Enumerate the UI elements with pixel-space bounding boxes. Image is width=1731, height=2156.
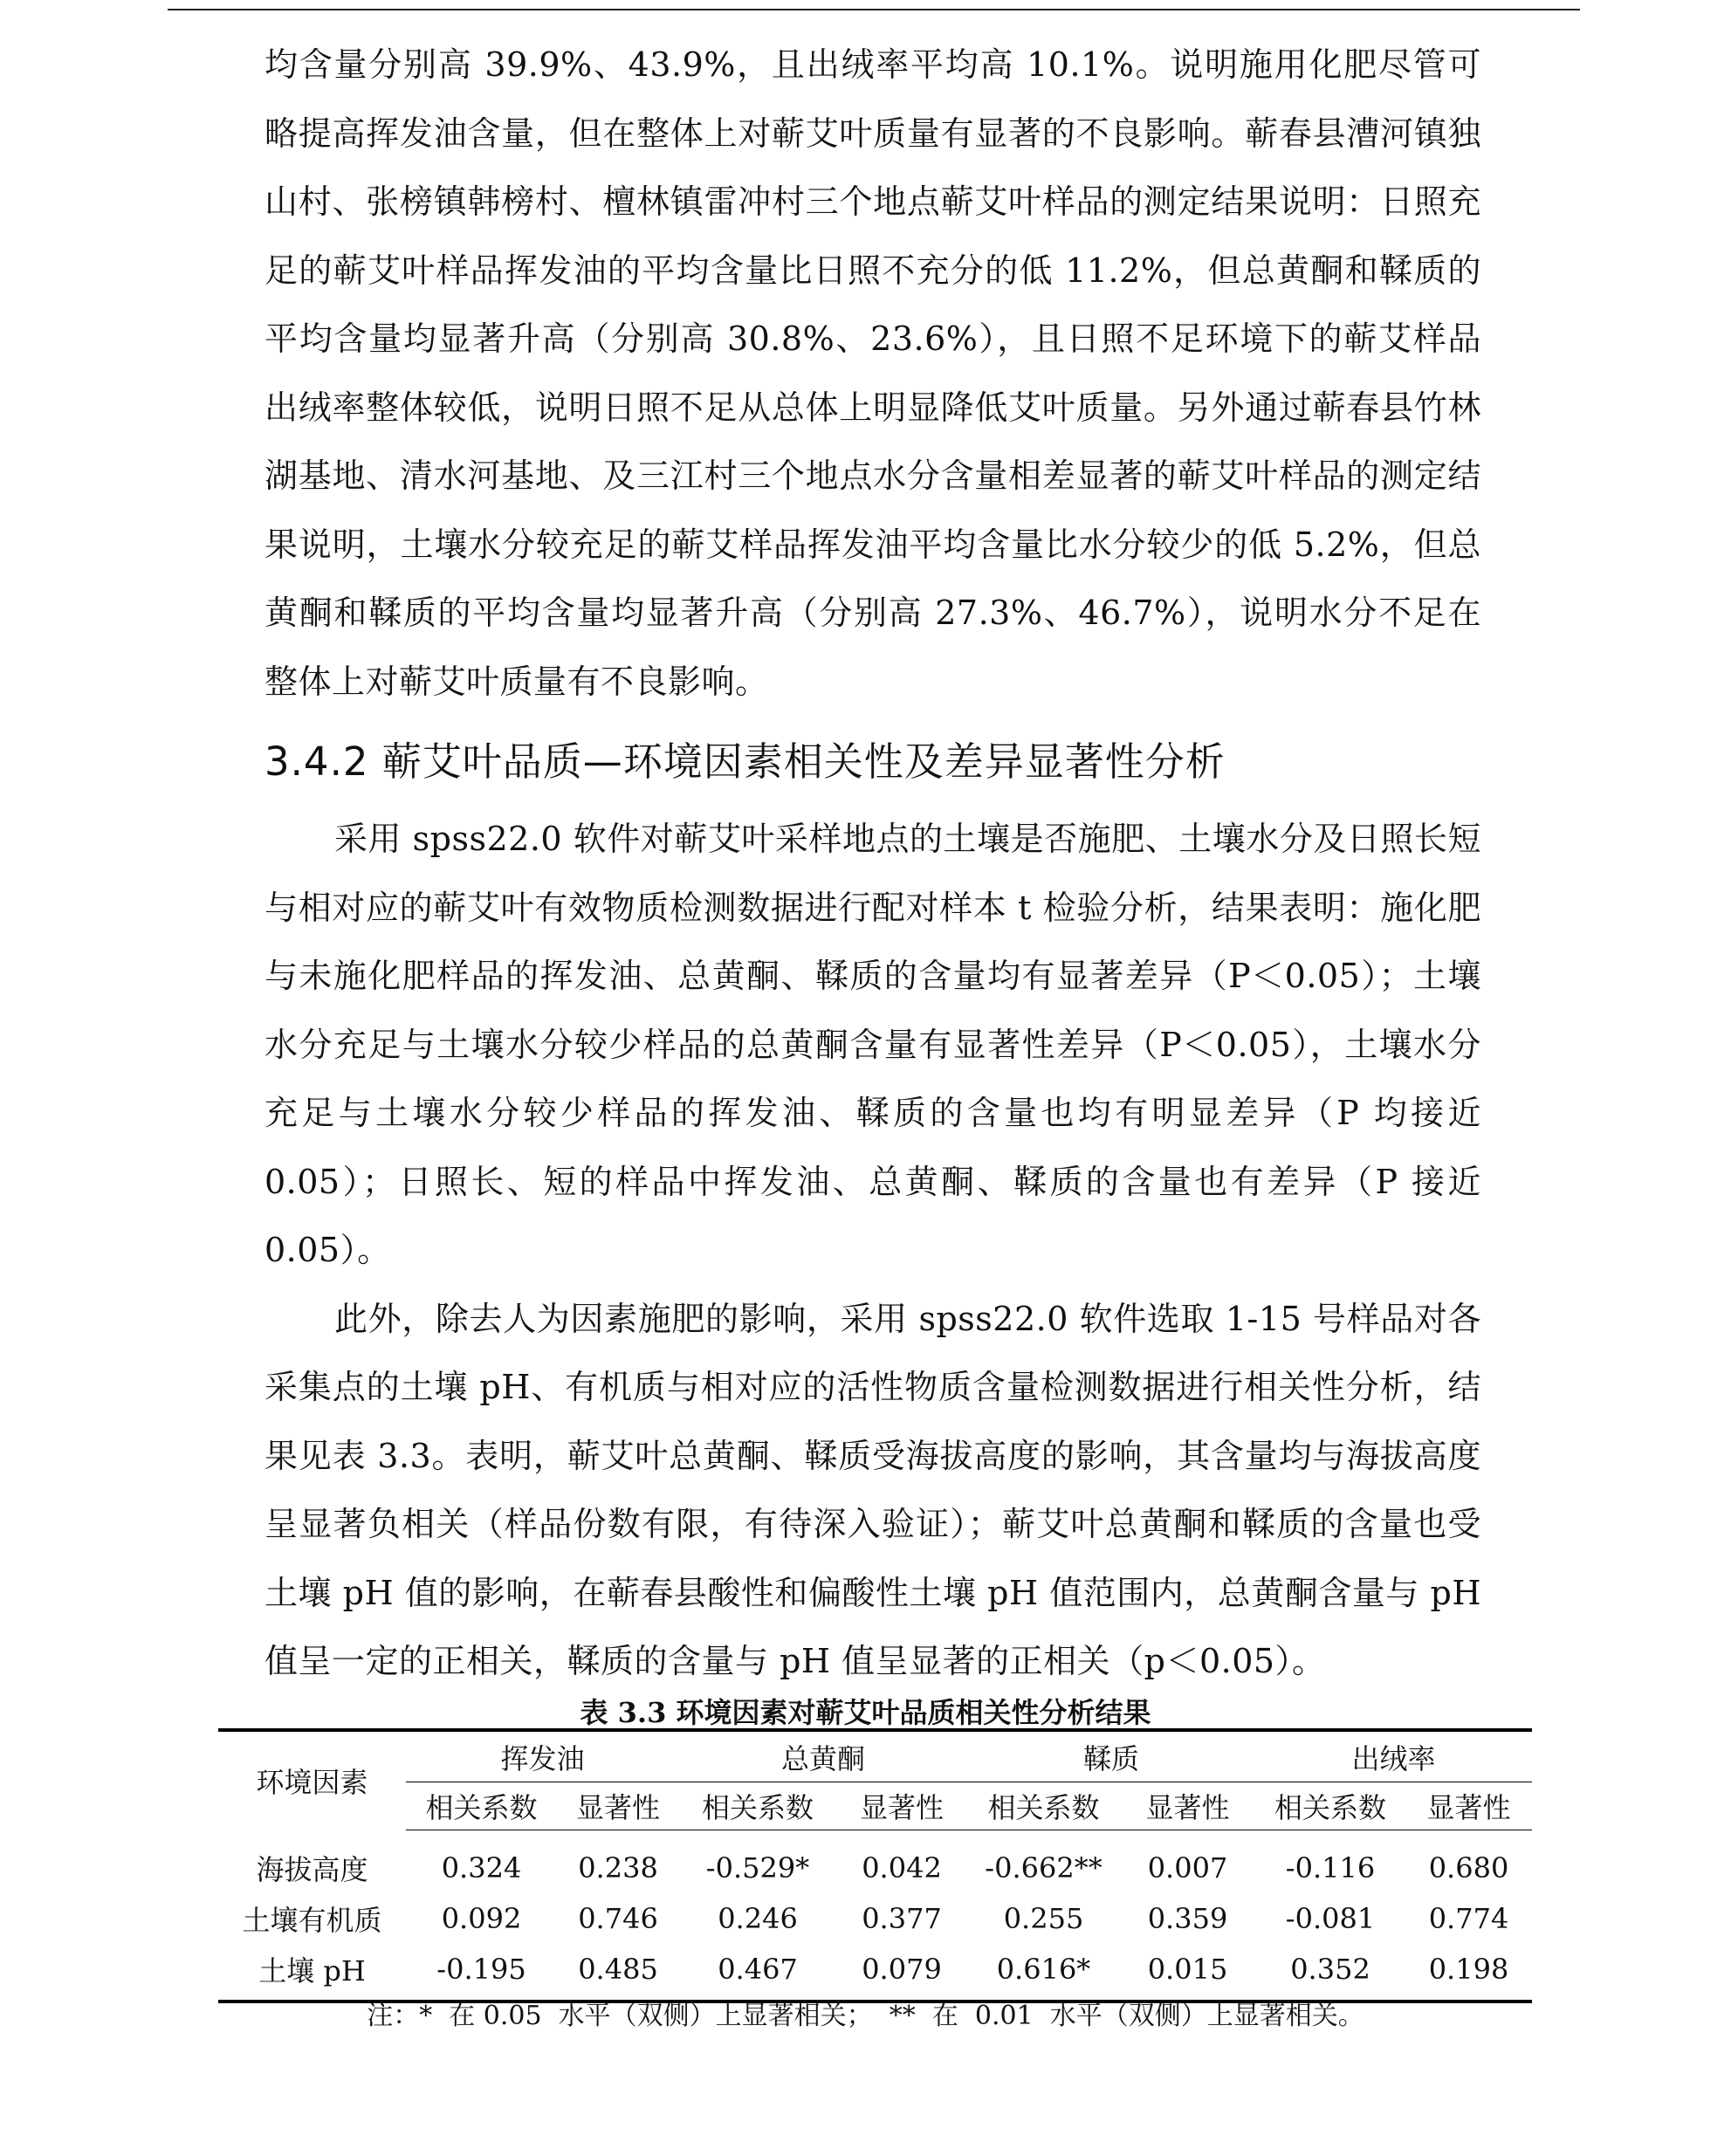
table-cell: -0.195 <box>406 1944 557 2002</box>
group-header-total-flavonoids: 总黄酮 <box>679 1730 967 1782</box>
table-cell: 0.774 <box>1428 1902 1509 1935</box>
table-cell: 0.015 <box>1120 1944 1255 2002</box>
table-cell: 0.680 <box>1428 1851 1509 1885</box>
subheader-cell: 显著性 <box>1120 1782 1255 1830</box>
table-header-row-groups <box>218 1730 1532 1782</box>
correlation-table <box>218 1728 1532 2003</box>
header-rule <box>168 9 1580 10</box>
subheader-cell: 相关系数 <box>1255 1782 1405 1830</box>
subheader-cell: 相关系数 <box>967 1782 1120 1830</box>
row-label: 海拔高度 <box>256 1852 368 1886</box>
subheader-cell: 相关系数 <box>406 1782 557 1830</box>
table-cell: 0.616* <box>967 1944 1120 2002</box>
paragraph-correlation-analysis: 此外，除去人为因素施肥的影响，采用 spss22.0 软件选取 1-15 号样品对各采集点的土壤 pH、有机质与相对应的活性物质含量检测数据进行相关性分析，结果见表 3.3。表明，蕲艾叶总黄酮、鞣质受海拔高度的影响，其含量均与海拔高度呈显著负相关（样品份数有限，有待深入验证）；蕲艾叶总黄酮和鞣质的含量也受土壤 pH 值的影响，在蕲春县酸性和偏酸性土壤 pH 值范围内，总黄酮含量与 pH 值呈一定的正相关，鞣质的含量与 pH 值呈显著的正相关（p＜0.05）。 <box>264 1299 1481 1680</box>
table-cell: 0.352 <box>1255 1944 1405 2002</box>
page-body <box>264 31 1481 1696</box>
table-cell: -0.529* <box>705 1851 810 1885</box>
table-cell: 0.198 <box>1405 1944 1532 2002</box>
paragraph-fertilizer-sunlight-water: 均含量分别高 39.9%、43.9%，且出绒率平均高 10.1%。说明施用化肥尽管可略提高挥发油含量，但在整体上对蕲艾叶质量有显著的不良影响。蕲春县漕河镇独山村、张榜镇韩榜村、檀林镇雷冲村三个地点蕲艾叶样品的测定结果说明：日照充足的蕲艾叶样品挥发油的平均含量比日照不充分的低 11.2%，但总黄酮和鞣质的平均含量均显著升高（分别高 30.8%、23.6%），且日照不足环境下的蕲艾样品出绒率整体较低，说明日照不足从总体上明显降低艾叶质量。另外通过蕲春县竹林湖基地、清水河基地、及三江村三个地点水分含量相差显著的蕲艾叶样品的测定结果说明，土壤水分较充足的蕲艾样品挥发油平均含量比水分较少的低 5.2%，但总黄酮和鞣质的平均含量均显著升高（分别高 27.3%、46.7%），说明水分不足在整体上对蕲艾叶质量有不良影响。 <box>264 45 1481 701</box>
table-cell: 0.467 <box>679 1944 836 2002</box>
table-footnote: 注：* 在 0.05 水平（双侧）上显著相关； ** 在 0.01 水平（双侧）上显著相关。 <box>367 2001 1364 2031</box>
table-row <box>218 1830 1532 1894</box>
table-cell: 0.042 <box>862 1851 942 1885</box>
table-header-row-stats <box>218 1782 1532 1830</box>
table-cell: -0.081 <box>1285 1902 1376 1935</box>
row-header-env-factor: 环境因素 <box>218 1730 406 1830</box>
subheader-cell: 显著性 <box>557 1782 679 1830</box>
table-cell: 0.377 <box>862 1902 942 1935</box>
subheader-cell: 显著性 <box>1405 1782 1532 1830</box>
table-cell: 0.246 <box>718 1902 798 1935</box>
subheader-cell: 相关系数 <box>679 1782 836 1830</box>
table-cell: 0.079 <box>836 1944 967 2002</box>
table-row <box>218 1944 1532 2002</box>
subheader-cell: 显著性 <box>836 1782 967 1830</box>
row-label: 土壤有机质 <box>242 1904 382 1937</box>
group-header-volatile-oil: 挥发油 <box>406 1730 679 1782</box>
table-cell: 0.324 <box>441 1851 522 1885</box>
table-cell: 0.746 <box>578 1902 658 1935</box>
group-header-tannin: 鞣质 <box>967 1730 1255 1782</box>
table-cell: 0.007 <box>1147 1851 1228 1885</box>
table-cell: -0.662** <box>985 1851 1102 1885</box>
paragraph-t-test-analysis: 采用 spss22.0 软件对蕲艾叶采样地点的土壤是否施肥、土壤水分及日照长短与相对应的蕲艾叶有效物质检测数据进行配对样本 t 检验分析，结果表明：施化肥与未施化肥样品的挥发油、总黄酮、鞣质的含量均有显著差异（P＜0.05）；土壤水分充足与土壤水分较少样品的总黄酮含量有显著性差异（P＜0.05），土壤水分充足与土壤水分较少样品的挥发油、鞣质的含量也均有明显差异（P 均接近 0.05）；日照长、短的样品中挥发油、总黄酮、鞣质的含量也有差异（P 接近 0.05）。 <box>264 820 1481 1269</box>
row-label: 土壤 pH <box>218 1944 406 2002</box>
table-row <box>218 1893 1532 1944</box>
table-cell: -0.116 <box>1285 1851 1376 1885</box>
table-cell: 0.238 <box>578 1851 658 1885</box>
table-cell: 0.092 <box>441 1902 522 1935</box>
table-caption: 表 3.3 环境因素对蕲艾叶品质相关性分析结果 <box>580 1696 1151 1729</box>
section-heading-3-4-2: 3.4.2 蕲艾叶品质—环境因素相关性及差异显著性分析 <box>264 738 1226 785</box>
group-header-floss-yield: 出绒率 <box>1255 1730 1532 1782</box>
table-cell: 0.255 <box>1003 1902 1084 1935</box>
table-cell: 0.485 <box>557 1944 679 2002</box>
table-cell: 0.359 <box>1147 1902 1228 1935</box>
